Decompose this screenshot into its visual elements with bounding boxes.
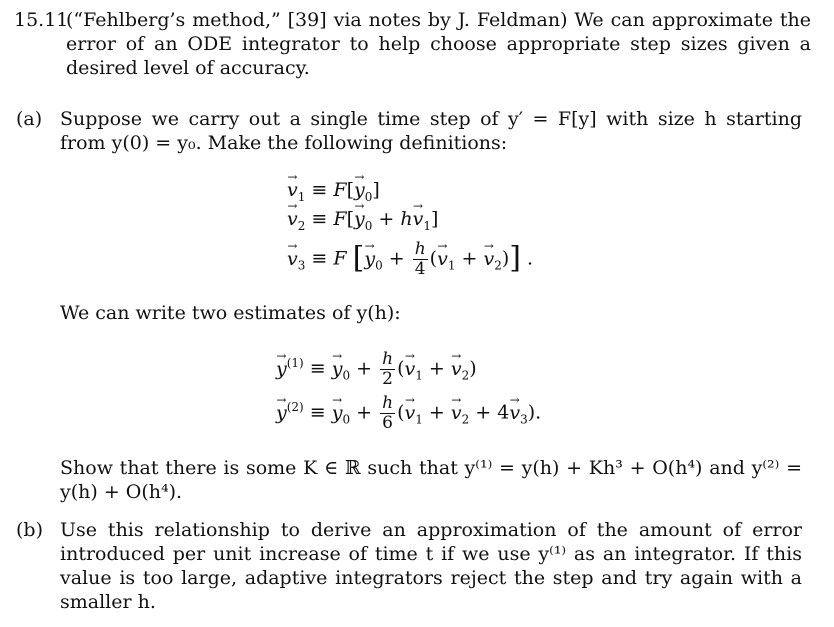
equation-v2: → $v_2 \equiv F[\to y_0 + h\to v_1]$ — [287, 207, 438, 231]
problem-intro: (“Fehlberg’s method,” [39] via notes by J. Feldman) We can approximate the error of an ODE integrator to help choose appropriate step sizes given a desired level of accuracy. — [66, 9, 811, 79]
problem-number: 15.11 — [14, 9, 69, 31]
part-b-paragraph: Use this relationship to derive an approximation of the amount of error introduced per unit increase of time t if we use y⁽¹⁾ as an integrator. If this value is too large, adaptive integrators reject the step and try again with a smaller h. — [60, 519, 802, 613]
part-a-paragraph-2: We can write two estimates of y(h): — [60, 302, 401, 324]
part-a-paragraph-1: Suppose we carry out a single time step of y′ = F[y] with size h starting from y(0) = y₀. Make the following definitions: — [60, 108, 802, 154]
part-b-label: (b) — [16, 519, 43, 541]
equation-y1: → $y^{(1)}$ ≡ → $y_0$ + $\frac{h}{2}$ (→ $v_1$ + → $v_2$) — [276, 350, 477, 389]
part-a-paragraph-3: Show that there is some K ∈ ℝ such that y⁽¹⁾ = y(h) + Kh³ + O(h⁴) and y⁽²⁾ = y(h) + O(h⁴). — [60, 457, 802, 503]
equation-y2: → $y^{(2)}$ ≡ → $y_0$ + $\frac{h}{6}$ (→ $v_1$ + → $v_2 + 4\to v_3$). — [276, 394, 541, 433]
equation-v3: → $v_3 \equiv F$ [→ $y_0$ + $\frac{h}{4}$ (→ $v_1$ + → $v_2$)] . — [287, 240, 533, 279]
equation-v1: → $v_1 \equiv F[\to y_0]$ — [287, 178, 380, 202]
part-a-label: (a) — [16, 108, 43, 130]
